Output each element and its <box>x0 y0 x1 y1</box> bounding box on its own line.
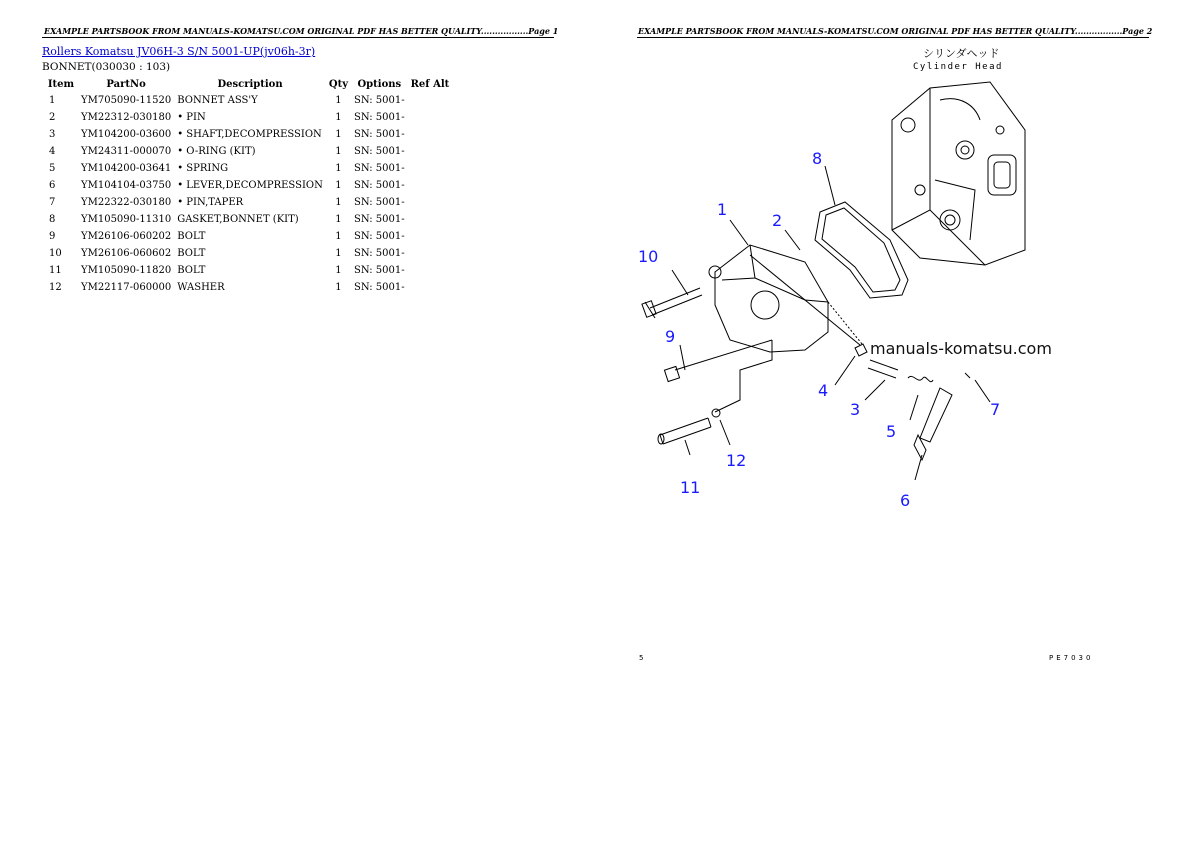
callout-7: 7 <box>990 400 1001 419</box>
table-row <box>44 262 452 279</box>
spring-drawing <box>908 376 933 381</box>
cell-qty: 1 <box>335 112 342 123</box>
cell-partno: YM104104-03750 <box>81 180 172 191</box>
cell-refalt <box>408 109 453 126</box>
cell-partno: YM22322-030180 <box>81 197 172 208</box>
cell-partno: YM104200-03600 <box>81 129 172 140</box>
table-row <box>44 143 452 160</box>
callout-12: 12 <box>726 451 747 470</box>
cell-item: 1 <box>49 95 56 106</box>
bolt-9-drawing <box>675 340 772 370</box>
watermark-text: manuals-komatsu.com <box>870 339 1052 358</box>
cell-qty: 1 <box>335 146 342 157</box>
cell-partno: YM105090-11310 <box>81 214 172 225</box>
cell-partno: YM26106-060202 <box>81 231 172 242</box>
cell-qty: 1 <box>335 214 342 225</box>
cell-refalt <box>408 211 453 228</box>
cell-partno: YM22312-030180 <box>81 112 172 123</box>
cell-partno: YM705090-11520 <box>81 95 172 106</box>
cell-qty: 1 <box>335 248 342 259</box>
cell-partno: YM22117-060000 <box>81 282 172 293</box>
cell-description: • SPRING <box>177 163 229 174</box>
col-header-refalt: Ref Alt <box>410 78 450 90</box>
table-header-row <box>44 76 452 92</box>
cell-options: SN: 5001- <box>354 231 405 242</box>
callout-4: 4 <box>818 381 829 400</box>
model-link[interactable]: Rollers Komatsu JV06H-3 S/N 5001-UP(jv06h-3r) <box>42 45 316 58</box>
col-header-qty: Qty <box>328 78 348 90</box>
washer-drawing <box>712 409 720 417</box>
cell-qty: 1 <box>335 265 342 276</box>
cell-qty: 1 <box>335 163 342 174</box>
cell-description: • PIN,TAPER <box>177 197 244 208</box>
callout-3: 3 <box>850 400 861 419</box>
table-row <box>44 109 452 126</box>
cell-options: SN: 5001- <box>354 282 405 293</box>
callout-8: 8 <box>812 149 823 168</box>
cell-item: 2 <box>49 112 56 123</box>
cell-item: 6 <box>49 180 56 191</box>
cell-refalt <box>408 245 453 262</box>
cell-description: • O-RING (KIT) <box>177 146 256 157</box>
cell-refalt <box>408 126 453 143</box>
cell-description: • LEVER,DECOMPRESSION <box>177 180 323 191</box>
cell-refalt <box>408 279 453 296</box>
parts-table <box>44 76 452 296</box>
diagram-title-en: Cylinder Head <box>913 62 1003 72</box>
shaft-drawing <box>868 360 898 378</box>
cell-options: SN: 5001- <box>354 95 405 106</box>
cell-description: WASHER <box>177 282 225 293</box>
cell-refalt <box>408 92 453 109</box>
bonnet-drawing <box>709 245 860 412</box>
table-row <box>44 177 452 194</box>
cell-refalt <box>408 194 453 211</box>
col-header-options: Options <box>357 78 402 90</box>
cell-item: 3 <box>49 129 56 140</box>
cell-description: • SHAFT,DECOMPRESSION <box>177 129 322 140</box>
cell-qty: 1 <box>335 180 342 191</box>
cell-options: SN: 5001- <box>354 129 405 140</box>
cell-item: 12 <box>49 282 62 293</box>
col-header-partno: PartNo <box>106 78 146 90</box>
diagram-title-jp: シリンダヘッド <box>923 47 1000 60</box>
header-divider <box>637 37 1149 38</box>
cell-description: BOLT <box>177 265 206 276</box>
table-row <box>44 160 452 177</box>
page-number: 5 <box>639 654 644 662</box>
cell-refalt <box>408 228 453 245</box>
cell-refalt <box>408 177 453 194</box>
col-header-description: Description <box>217 78 283 90</box>
callout-6: 6 <box>900 491 911 510</box>
cell-options: SN: 5001- <box>354 146 405 157</box>
table-row <box>44 245 452 262</box>
exploded-parts-diagram <box>630 40 1110 510</box>
cell-qty: 1 <box>335 95 342 106</box>
page-header: EXAMPLE PARTSBOOK FROM MANUALS-KOMATSU.COM ORIGINAL PDF HAS BETTER QUALITY.................Page 2 <box>638 26 1153 36</box>
cell-refalt <box>408 143 453 160</box>
callout-10: 10 <box>638 247 659 266</box>
cell-partno: YM104200-03641 <box>81 163 172 174</box>
callout-11: 11 <box>680 478 701 497</box>
cell-description: BONNET ASS'Y <box>177 95 258 106</box>
cell-item: 10 <box>49 248 62 259</box>
cell-options: SN: 5001- <box>354 197 405 208</box>
cell-item: 9 <box>49 231 56 242</box>
table-row <box>44 211 452 228</box>
cell-options: SN: 5001- <box>354 163 405 174</box>
cell-item: 8 <box>49 214 56 225</box>
cell-options: SN: 5001- <box>354 248 405 259</box>
table-row <box>44 279 452 296</box>
cell-description: BOLT <box>177 231 206 242</box>
callout-1: 1 <box>717 200 728 219</box>
cell-refalt <box>408 262 453 279</box>
cell-partno: YM26106-060602 <box>81 248 172 259</box>
cell-item: 7 <box>49 197 56 208</box>
lever-drawing <box>920 388 952 442</box>
callout-9: 9 <box>665 327 676 346</box>
cell-qty: 1 <box>335 129 342 140</box>
gasket-drawing <box>815 202 908 298</box>
cell-description: • PIN <box>177 112 206 123</box>
cell-options: SN: 5001- <box>354 112 405 123</box>
cell-qty: 1 <box>335 197 342 208</box>
page-header: EXAMPLE PARTSBOOK FROM MANUALS-KOMATSU.COM ORIGINAL PDF HAS BETTER QUALITY.................Page 1 <box>44 26 559 36</box>
callout-5: 5 <box>886 422 897 441</box>
cell-options: SN: 5001- <box>354 180 405 191</box>
bolt-10-drawing <box>645 288 702 318</box>
cell-partno: YM24311-000070 <box>81 146 172 157</box>
cell-options: SN: 5001- <box>354 214 405 225</box>
cell-item: 5 <box>49 163 56 174</box>
cylinder-head-drawing <box>892 82 1025 265</box>
table-row <box>44 92 452 109</box>
cell-qty: 1 <box>335 231 342 242</box>
cell-item: 4 <box>49 146 56 157</box>
col-header-item: Item <box>47 78 75 90</box>
cell-refalt <box>408 160 453 177</box>
cell-qty: 1 <box>335 282 342 293</box>
table-row <box>44 194 452 211</box>
figure-code: PE7030 <box>1049 654 1094 662</box>
callout-2: 2 <box>772 211 783 230</box>
cell-description: BOLT <box>177 248 206 259</box>
header-divider <box>42 37 554 38</box>
table-row <box>44 228 452 245</box>
table-row <box>44 126 452 143</box>
cell-item: 11 <box>49 265 62 276</box>
cell-description: GASKET,BONNET (KIT) <box>177 214 299 225</box>
cell-partno: YM105090-11820 <box>81 265 172 276</box>
section-title: BONNET(030030 : 103) <box>42 61 171 73</box>
cell-options: SN: 5001- <box>354 265 405 276</box>
